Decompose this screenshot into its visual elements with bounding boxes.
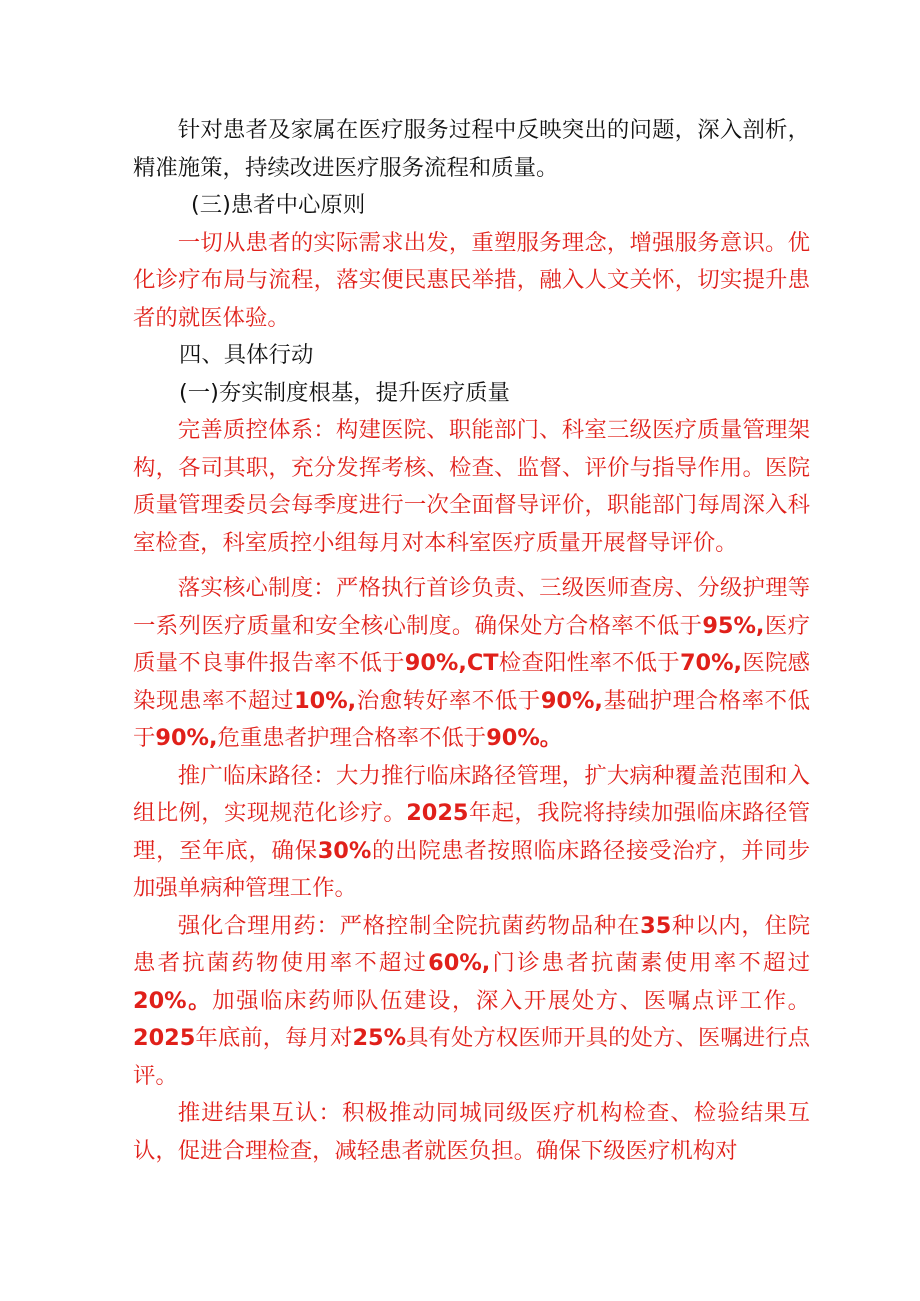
drug-value-3: 20%。 bbox=[133, 987, 213, 1014]
heading-patient-centered: (三)患者中心原则 bbox=[191, 192, 366, 218]
core-text-3: 检查阳性率不低于 bbox=[498, 650, 680, 676]
drug-text-2: 种以内，住院患者抗菌药物使用率不超过 bbox=[133, 912, 811, 976]
heading-specific-actions: 四、具体行动 bbox=[179, 342, 314, 368]
core-value-4: 10%, bbox=[294, 687, 357, 714]
pathway-text-1: 推广临床路径：大力推行临床路径管理，扩大病种覆盖范围和入组比例，实现规范化诊疗。 bbox=[133, 762, 810, 826]
drug-text-5: 年底前，每月对 bbox=[195, 1025, 353, 1051]
core-value-2: 90%,CT bbox=[404, 650, 499, 676]
pathway-value-1: 2025 bbox=[406, 800, 469, 826]
core-value-1: 95%, bbox=[702, 612, 765, 639]
core-value-5: 90%, bbox=[540, 687, 603, 714]
drug-text-6: 具有处方权医师开具的处方、医嘱进行点评。 bbox=[133, 1025, 811, 1089]
core-text-1: 落实核心制度：严格执行首诊负责、三级医师查房、分级护理等一系列医疗质量和安全核心制度。确保处方合格率不低于 bbox=[133, 575, 810, 639]
drug-value-2: 60%, bbox=[428, 950, 491, 976]
drug-text-3: 门诊患者抗菌素使用率不超过 bbox=[490, 950, 811, 976]
paragraph-result-mutual-recognition: 推进结果互认：积极推动同城同级医疗机构检查、检验结果互认，促进合理检查，减轻患者就医负担。确保下级医疗机构对 bbox=[133, 1100, 810, 1164]
core-text-4: 医院感染现患率不超过 bbox=[133, 650, 811, 714]
pathway-value-2: 30% bbox=[317, 837, 372, 864]
paragraph-clinical-pathway bbox=[133, 758, 810, 908]
core-text-5: 治愈转好率不低于 bbox=[356, 687, 541, 714]
core-text-6: 基础护理合格率不低于 bbox=[133, 687, 811, 751]
drug-value-4: 2025 bbox=[133, 1025, 196, 1051]
paragraph-rational-drug-use bbox=[133, 908, 810, 1096]
paragraph-problem-solving: 针对患者及家属在医疗服务过程中反映突出的问题，深入剖析，精准施策，持续改进医疗服务流程和质量。 bbox=[133, 117, 810, 181]
drug-text-4: 加强临床药师队伍建设，深入开展处方、医嘱点评工作。 bbox=[212, 987, 811, 1014]
core-value-7: 90%。 bbox=[486, 725, 563, 751]
paragraph-patient-centered: 一切从患者的实际需求出发，重塑服务理念，增强服务意识。优化诊疗布局与流程，落实便民惠民举措，融入人文关怀，切实提升患者的就医体验。 bbox=[133, 229, 810, 331]
core-value-6: 90%, bbox=[155, 725, 218, 751]
drug-value-1: 35 bbox=[640, 912, 672, 939]
paragraph-quality-control: 完善质控体系：构建医院、职能部门、科室三级医疗质量管理架构，各司其职，充分发挥考核、检查、监督、评价与指导作用。医院质量管理委员会每季度进行一次全面督导评价，职能部门每周深入科室检查，科室质控小组每月对本科室医疗质量开展督导评价。 bbox=[133, 417, 810, 556]
drug-value-5: 25% bbox=[352, 1025, 407, 1051]
pathway-text-2: 年起，我院将持续加强临床路径管理，至年底，确保 bbox=[133, 800, 810, 864]
heading-institutional-foundation: (一)夯实制度根基，提升医疗质量 bbox=[179, 379, 510, 406]
core-text-7: 危重患者护理合格率不低于 bbox=[217, 725, 487, 751]
drug-text-1: 强化合理用药：严格控制全院抗菌药物品种在 bbox=[177, 912, 641, 939]
pathway-text-3: 的出院患者按照临床路径接受治疗，并同步加强单病种管理工作。 bbox=[133, 837, 811, 901]
paragraph-core-system bbox=[133, 570, 810, 758]
core-text-2: 医疗质量不良事件报告率不低于 bbox=[133, 612, 811, 676]
core-value-3: 70%, bbox=[679, 650, 743, 676]
